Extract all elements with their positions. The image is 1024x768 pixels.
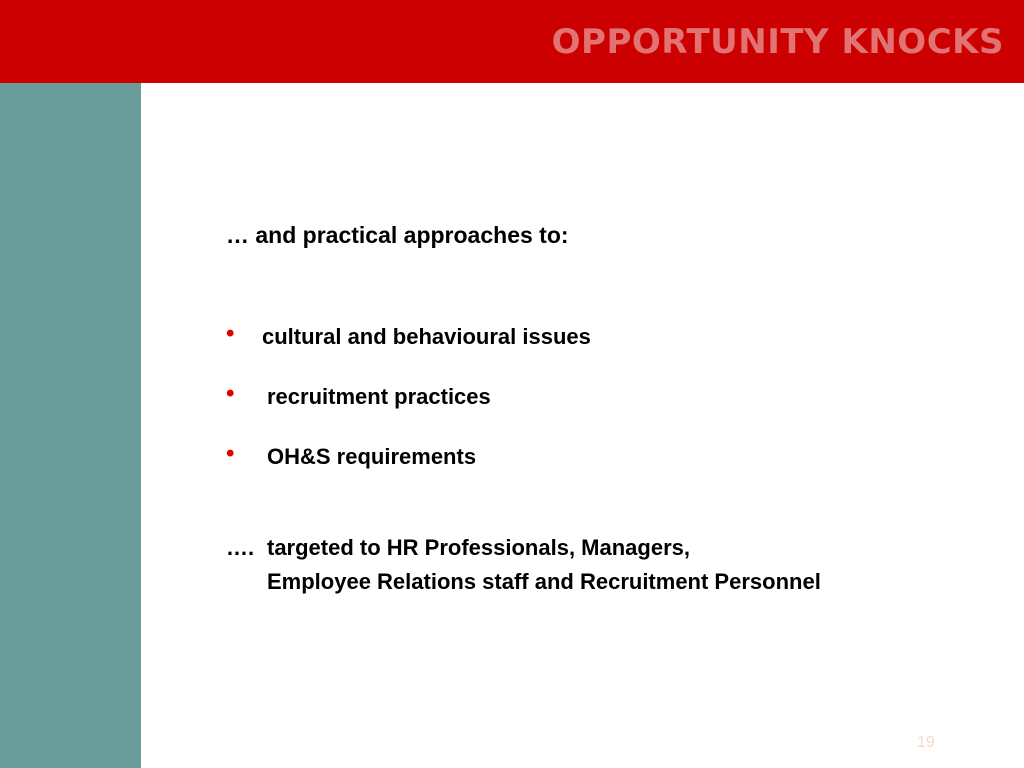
bullet-text: cultural and behavioural issues	[262, 324, 591, 349]
side-bar	[0, 83, 141, 768]
header-title: OPPORTUNITY KNOCKS	[551, 22, 1004, 62]
bullet-text: recruitment practices	[267, 384, 491, 409]
bullet-icon: •	[226, 320, 235, 347]
header-bar	[0, 0, 1024, 83]
bullet-icon: •	[226, 440, 235, 467]
page-number: 19	[917, 734, 935, 751]
bullet-text: OH&S requirements	[267, 444, 477, 469]
bullet-icon: •	[226, 380, 235, 407]
intro-heading: … and practical approaches to:	[226, 222, 569, 248]
target-prefix: ….	[226, 535, 255, 560]
target-line: targeted to HR Professionals, Managers,	[267, 535, 690, 560]
target-line: Employee Relations staff and Recruitment Personnel	[267, 569, 821, 594]
